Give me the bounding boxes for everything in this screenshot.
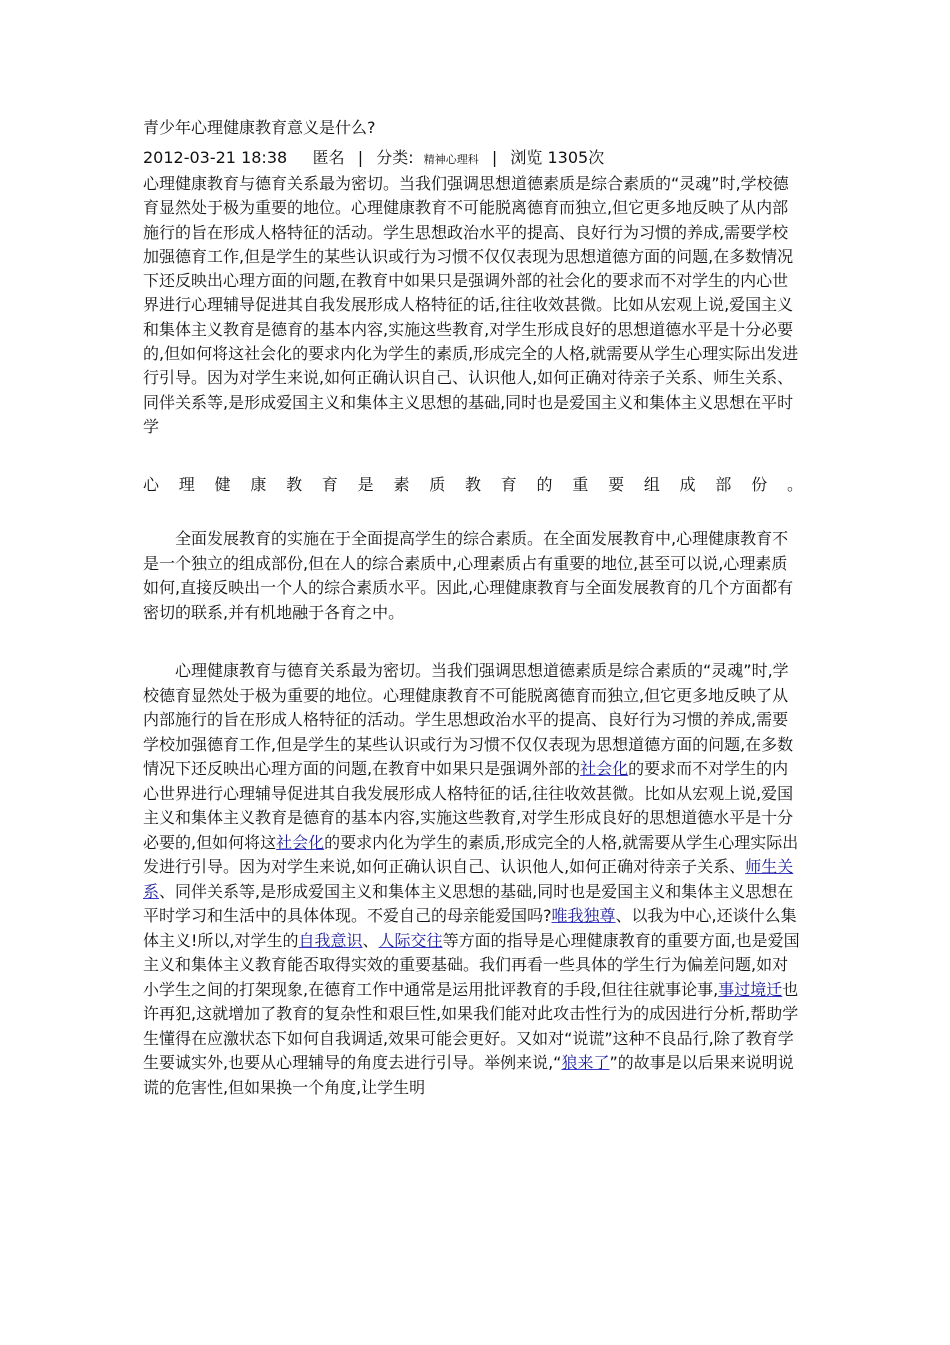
keyword-link-socialization[interactable]: 社会化 — [276, 832, 325, 852]
article — [143, 116, 803, 1134]
views-unit: 次 — [588, 148, 605, 167]
meta-separator: | — [357, 148, 364, 167]
intro-paragraph: 心理健康教育与德育关系最为密切。当我们强调思想道德素质是综合素质的“灵魂”时,学校德育显然处于极为重要的地位。心理健康教育不可能脱离德育而独立,但它更多地反映了从内部施行的旨在形成人格特征的活动。学生思想政治水平的提高、良好行为习惯的养成,需要学校加强德育工作,但是学生的某些认识或行为习惯不仅仅表现为思想道德方面的问题,在多数情况下还反映出心理方面的问题,在教育中如果只是强调外部的社会化的要求而不对学生的内心世界进行心理辅导促进其自我发展形成人格特征的话,往往收效甚微。比如从宏观上说,爱国主义和集体主义教育是德育的基本内容,实施这些教育,对学生形成良好的思想道德水平是十分必要的,但如何将这社会化的要求内化为学生的素质,形成完全的人格,就需要从学生心理实际出发进行引导。因为对学生来说,如何正确认识自己、认识他人,如何正确对待亲子关系、师生关系、同伴关系等,是形成爱国主义和集体主义思想的基础,同时也是爱国主义和集体主义思想在平时学 — [143, 174, 799, 436]
section-heading: 心理健康教育是素质教育的重要组成部份。 — [143, 475, 803, 495]
text-segment: 的要求内化为学生的素质,形成完全的人格,就需要从学生心理实际出发进行引导。因为对学生来说,如何正确认识自己、认识他人,如何正确对待亲子关系、 — [143, 832, 799, 877]
category-label: 分类: — [376, 148, 414, 167]
paragraph-3 — [143, 659, 803, 1100]
keyword-link-egocentrism[interactable]: 唯我独尊 — [551, 906, 616, 926]
meta-separator: | — [491, 148, 498, 167]
keyword-link-socialization[interactable]: 社会化 — [580, 759, 629, 779]
text-segment: 、 — [362, 930, 379, 950]
views-count: 1305 — [547, 148, 589, 167]
article-meta — [143, 146, 803, 172]
post-date: 2012-03-21 18:38 — [143, 148, 288, 167]
author-name: 匿名 — [312, 148, 345, 167]
keyword-link-self-awareness[interactable]: 自我意识 — [298, 930, 363, 950]
text-segment: 、以我为中心,还谈什么集体主义!所以,对学生的 — [143, 906, 797, 950]
keyword-link-interpersonal[interactable]: 人际交往 — [378, 930, 443, 950]
article-title: 青少年心理健康教育意义是什么? — [143, 118, 376, 137]
keyword-link-teacher-student-relation[interactable]: 师生关系 — [143, 857, 794, 901]
keyword-link-things-pass[interactable]: 事过境迁 — [718, 979, 783, 999]
text-segment: 、同伴关系等,是形成爱国主义和集体主义思想的基础,同时也是爱国主义和集体主义思想在平时学习和生活中的具体体现。不爱自己的母亲能爱国吗? — [143, 881, 794, 926]
views-label: 浏览 — [510, 148, 543, 167]
text-segment: 的要求而不对学生的内心世界进行心理辅导促进其自我发展形成人格特征的话,往往收效甚微。比如从宏观上说,爱国主义和集体主义教育是德育的基本内容,实施这些教育,对学生形成良好的思想道德水平是十分必要的,但如何将这 — [143, 759, 794, 852]
text-segment: ”的故事是以后果来说明说谎的危害性,但如果换一个角度,让学生明 — [143, 1053, 794, 1097]
category-link[interactable]: 精神心理科 — [423, 153, 479, 166]
keyword-link-wolf-is-coming[interactable]: 狼来了 — [561, 1053, 610, 1073]
text-segment: 也许再犯,这就增加了教育的复杂性和艰巨性,如果我们能对此攻击性行为的成因进行分析,帮助学生懂得在应激状态下如何自我调适,效果可能会更好。又如对“说谎”这种不良品行,除了教育学生要诚实外,也要从心理辅导的角度去进行引导。举例来说,“ — [143, 979, 799, 1073]
text-segment: 等方面的指导是心理健康教育的重要方面,也是爱国主义和集体主义教育能否取得实效的重要基础。我们再看一些具体的学生行为偏差问题,如对小学生之间的打架现象,在德育工作中通常是运用批评教育的手段,但往往就事论事, — [143, 930, 800, 999]
text-segment: 心理健康教育与德育关系最为密切。当我们强调思想道德素质是综合素质的“灵魂”时,学校德育显然处于极为重要的地位。心理健康教育不可能脱离德育而独立,但它更多地反映了从内部施行的旨在形成人格特征的活动。学生思想政治水平的提高、良好行为习惯的养成,需要学校加强德育工作,但是学生的某些认识或行为习惯不仅仅表现为思想道德方面的问题,在多数情况下还反映出心理方面的问题,在教育中如果只是强调外部的 — [143, 661, 794, 779]
paragraph-2: 全面发展教育的实施在于全面提高学生的综合素质。在全面发展教育中,心理健康教育不是一个独立的组成部份,但在人的综合素质中,心理素质占有重要的地位,甚至可以说,心理素质如何,直接反映出一个人的综合素质水平。因此,心理健康教育与全面发展教育的几个方面都有密切的联系,并有机地融于各育之中。 — [143, 529, 794, 622]
